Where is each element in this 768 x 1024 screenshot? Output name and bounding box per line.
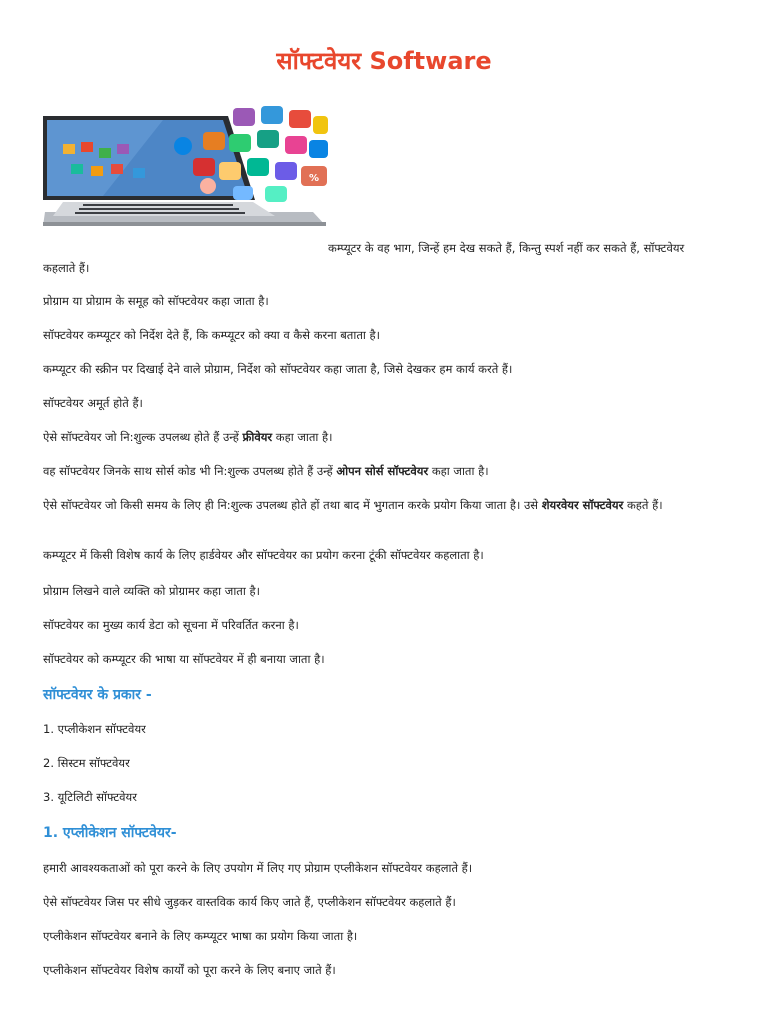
paragraph-open-source (43, 464, 733, 478)
term-freeware: फ्रीवेयर (242, 430, 273, 444)
text-span: कहते हैं। (623, 498, 663, 512)
paragraph-8: कम्प्यूटर में किसी विशेष कार्य के लिए हार्डवेयर और सॉफ्टवेयर का प्रयोग करना टूंकी सॉफ्टवेयर कहलाता है। (43, 548, 484, 562)
term-shareware: शेयरवेयर सॉफ्टवेयर (541, 498, 624, 512)
paragraph-2: सॉफ्टवेयर कम्प्यूटर को निर्देश देते हैं, कि कम्प्यूटर को क्या व कैसे करना बताता है। (43, 328, 380, 342)
text-span: कहा जाता है। (272, 430, 333, 444)
app-paragraph-2: ऐसे सॉफ्टवेयर जिस पर सीधे जुड़कर वास्तविक कार्य किए जाते हैं, एप्लीकेशन सॉफ्टवेयर कहलाते हैं। (43, 895, 456, 909)
text-span: ऐसे सॉफ्टवेयर जो किसी समय के लिए ही नि:शुल्क उपलब्ध होते हों तथा बाद में भुगतान करके प्रयोग किया जाता है। उसे (43, 498, 542, 512)
laptop-software-icons-image (43, 104, 328, 228)
text-span: वह सॉफ्टवेयर जिनके साथ सोर्स कोड भी नि:शुल्क उपलब्ध होते हैं उन्हें (43, 464, 337, 478)
list-item: 3. यूटिलिटी सॉफ्टवेयर (43, 790, 137, 804)
list-item: 2. सिस्टम सॉफ्टवेयर (43, 756, 130, 770)
paragraph-4: सॉफ्टवेयर अमूर्त होते हैं। (43, 396, 143, 410)
app-paragraph-1: हमारी आवश्यकताओं को पूरा करने के लिए उपयोग में लिए गए प्रोग्राम एप्लीकेशन सॉफ्टवेयर कहलाते हैं। (43, 861, 473, 875)
paragraph-10: सॉफ्टवेयर का मुख्य कार्य डेटा को सूचना में परिवर्तित करना है। (43, 618, 299, 632)
term-open-source: ओपन सोर्स सॉफ्टवेयर (336, 464, 429, 478)
app-paragraph-4: एप्लीकेशन सॉफ्टवेयर विशेष कार्यों को पूरा करने के लिए बनाए जाते हैं। (43, 963, 336, 977)
text-span: ऐसे सॉफ्टवेयर जो नि:शुल्क उपलब्ध होते हैं उन्हें (43, 430, 243, 444)
svg-text:%: % (308, 173, 320, 184)
paragraph-shareware (43, 498, 733, 512)
paragraph-11: सॉफ्टवेयर को कम्प्यूटर की भाषा या सॉफ्टवेयर में ही बनाया जाता है। (43, 652, 325, 666)
heading-software-types: सॉफ्टवेयर के प्रकार - (43, 687, 152, 703)
intro-line-2: कहलाते हैं। (43, 261, 90, 275)
list-item: 1. एप्लीकेशन सॉफ्टवेयर (43, 722, 146, 736)
paragraph-3: कम्प्यूटर की स्क्रीन पर दिखाई देने वाले प्रोग्राम, निर्देश को सॉफ्टवेयर कहा जाता है, जिसे देखकर हम कार्य करते हैं। (43, 362, 513, 376)
page-title: सॉफ्टवेयर Software (276, 47, 492, 75)
paragraph-freeware (43, 430, 733, 444)
app-paragraph-3: एप्लीकेशन सॉफ्टवेयर बनाने के लिए कम्प्यूटर भाषा का प्रयोग किया जाता है। (43, 929, 358, 943)
text-span: कहा जाता है। (428, 464, 489, 478)
paragraph-1: प्रोग्राम या प्रोग्राम के समूह को सॉफ्टवेयर कहा जाता है। (43, 294, 269, 308)
intro-line-1: कम्प्यूटर के वह भाग, जिन्हें हम देख सकते हैं, किन्तु स्पर्श नहीं कर सकते हैं, सॉफ्टवेयर (328, 241, 685, 255)
paragraph-9: प्रोग्राम लिखने वाले व्यक्ति को प्रोग्रामर कहा जाता है। (43, 584, 260, 598)
heading-application-software: 1. एप्लीकेशन सॉफ्टवेयर- (43, 825, 177, 841)
